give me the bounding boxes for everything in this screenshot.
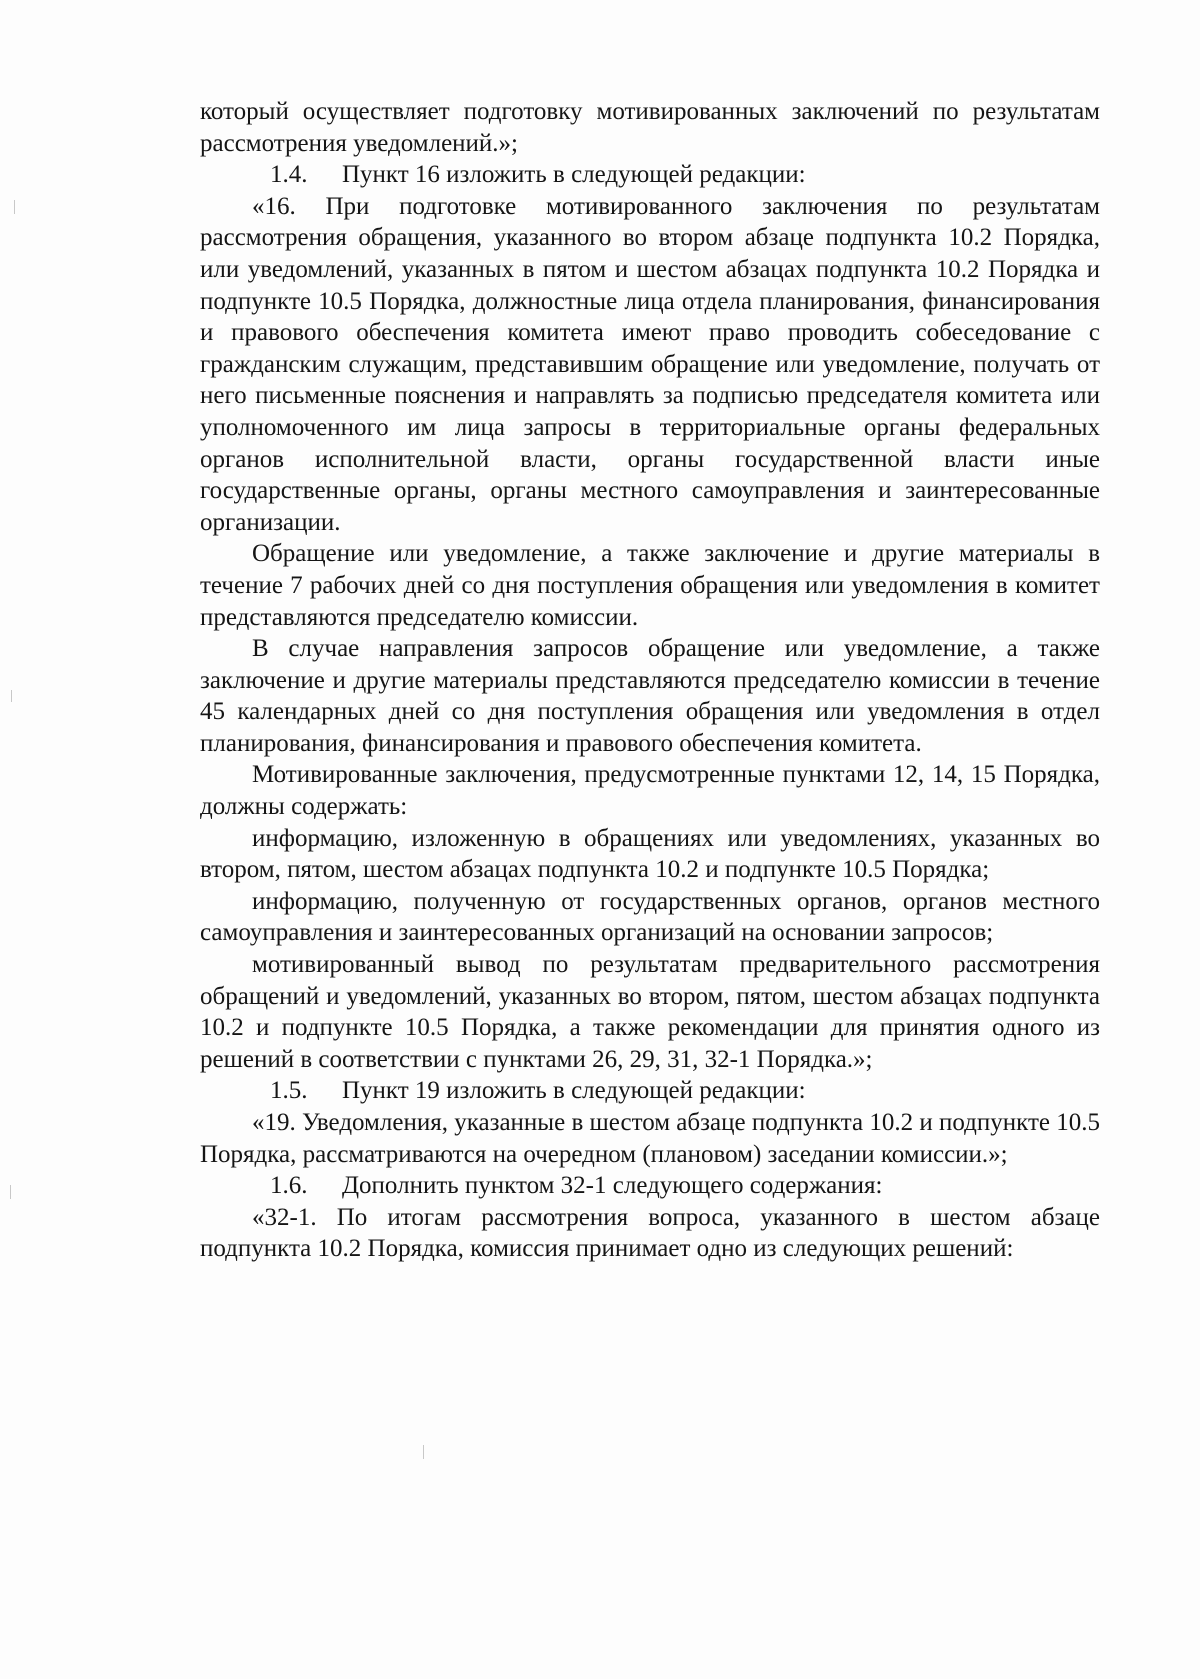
paragraph-contents-conclusion: мотивированный вывод по результатам предварительного рассмотрения обращений и уведомлений, указанных во втором, пятом, шестом абзацах подпункта 10.2 и подпункте 10.5 Порядка, а также рекомендации для принятия одного из решений в соответствии с пунктами 26, 29, 31, 32-1 Порядка.»; [200, 951, 1100, 1073]
item-text: Пункт 16 изложить в следующей редакции: [342, 161, 806, 189]
item-text: Пункт 19 изложить в следующей редакции: [342, 1077, 806, 1105]
paragraph-continuation: который осуществляет подготовку мотивированных заключений по результатам рассмотрения уведомлений.»; [200, 98, 1100, 157]
list-item-1-6 [200, 1170, 1100, 1202]
paragraph-point-16: «16. При подготовке мотивированного заключения по результатам рассмотрения обращения, указанного во втором абзаце подпункта 10.2 Порядка, или уведомлений, указанных в пятом и шестом абзацах подпункта 10.2 Порядка и подпункте 10.5 Порядка, должностные лица отдела планирования, финансирования и правового обеспечения комитета имеют право проводить собеседование с гражданским служащим, представившим обращение или уведомление, получать от него письменные пояснения и направлять за подписью председателя комитета или уполномоченного им лица запросы в территориальные органы федеральных органов исполнительной власти, органы государственной власти иные государственные органы, органы местного самоуправления и заинтересованные организации. [200, 192, 1100, 536]
paragraph-requests-deadline: В случае направления запросов обращение или уведомление, а также заключение и другие материалы представляются председателю комиссии в течение 45 календарных дней со дня поступления обращения или уведомления в отдел планирования, финансирования и правового обеспечения комитета. [200, 635, 1100, 757]
item-text: Дополнить пунктом 32-1 следующего содержания: [342, 1172, 883, 1200]
item-number: 1.6. [270, 1172, 308, 1200]
scan-artifact-line [11, 690, 12, 702]
paragraph-point-19: «19. Уведомления, указанные в шестом абзаце подпункта 10.2 и подпункте 10.5 Порядка, рассматриваются на очередном (плановом) заседании комиссии.»; [200, 1109, 1100, 1168]
paragraph-point-32-1: «32-1. По итогам рассмотрения вопроса, указанного в шестом абзаце подпункта 10.2 Порядка, комиссия принимает одно из следующих решений: [200, 1203, 1100, 1263]
document-body [200, 96, 1100, 1265]
paragraph-contents-info-stated: информацию, изложенную в обращениях или уведомлениях, указанных во втором, пятом, шестом абзацах подпункта 10.2 и подпункте 10.5 Порядка; [200, 824, 1100, 884]
paragraph-conclusions-contents: Мотивированные заключения, предусмотренные пунктами 12, 14, 15 Порядка, должны содержать: [200, 761, 1100, 821]
scan-artifact-line [423, 1445, 424, 1459]
item-number: 1.5. [270, 1077, 308, 1105]
item-number: 1.4. [270, 161, 308, 189]
list-item-1-5 [200, 1075, 1100, 1107]
paragraph-contents-info-received: информацию, полученную от государственных органов, органов местного самоуправления и заинтересованных организаций на основании запросов; [200, 887, 1100, 947]
list-item-1-4 [200, 159, 1100, 191]
scan-artifact-line [14, 200, 15, 214]
scan-artifact-line [10, 1185, 11, 1199]
paragraph-submission-deadline: Обращение или уведомление, а также заключение и другие материалы в течение 7 рабочих дней со дня поступления обращения или уведомления в комитет представляются председателю комиссии. [200, 540, 1100, 631]
